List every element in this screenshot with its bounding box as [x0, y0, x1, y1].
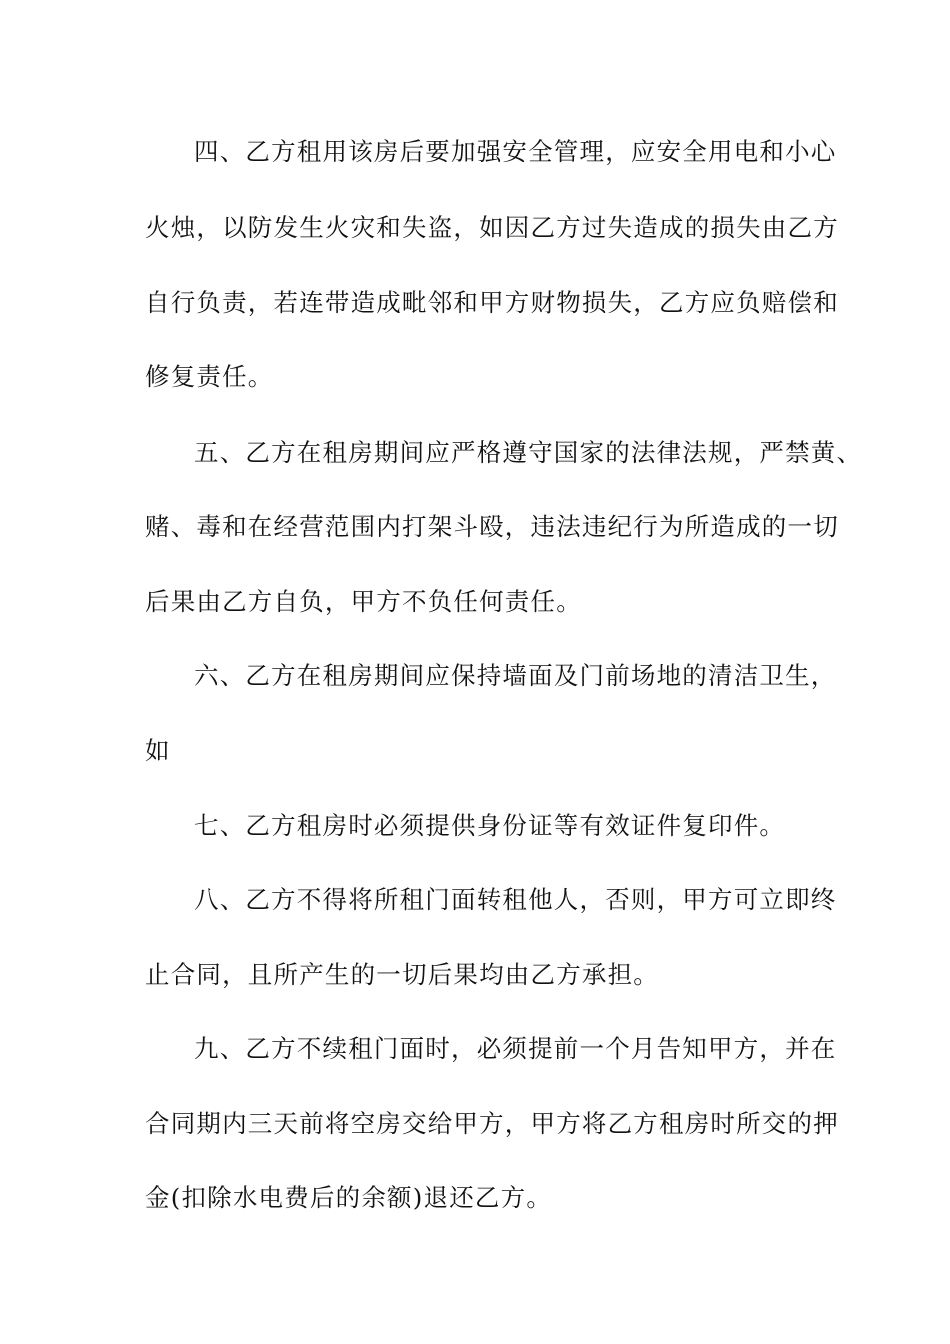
clause-9-line-1: 九、乙方不续租门面时，必须提前一个月告知甲方，并在	[194, 1034, 837, 1063]
clause-8-line-2: 止合同，且所产生的一切后果均由乙方承担。	[145, 960, 659, 989]
clause-4-line-1: 四、乙方租用该房后要加强安全管理，应安全用电和小心	[194, 137, 837, 166]
clause-5-line-3: 后果由乙方自负，甲方不负任何责任。	[145, 587, 582, 616]
clause-8-line-1: 八、乙方不得将所租门面转租他人，否则，甲方可立即终	[194, 885, 837, 914]
clause-4-line-4: 修复责任。	[145, 362, 274, 391]
clause-9-line-3: 金(扣除水电费后的余额)退还乙方。	[145, 1183, 553, 1212]
clause-9-line-2: 合同期内三天前将空房交给甲方，甲方将乙方租房时所交的押	[145, 1109, 839, 1138]
clause-4-line-3: 自行负责，若连带造成毗邻和甲方财物损失，乙方应负赔偿和	[145, 288, 839, 317]
clause-6-line-1: 六、乙方在租房期间应保持墙面及门前场地的清洁卫生，	[194, 661, 837, 690]
clause-5-line-2: 赌、毒和在经营范围内打架斗殴，违法违纪行为所造成的一切	[145, 512, 839, 541]
clause-6-line-2: 如	[145, 736, 171, 765]
clause-4-line-2: 火烛，以防发生火灾和失盗，如因乙方过失造成的损失由乙方	[145, 213, 839, 242]
clause-7-line-1: 七、乙方租房时必须提供身份证等有效证件复印件。	[194, 811, 786, 840]
clause-5-line-1: 五、乙方在租房期间应严格遵守国家的法律法规，严禁黄、	[194, 438, 863, 467]
